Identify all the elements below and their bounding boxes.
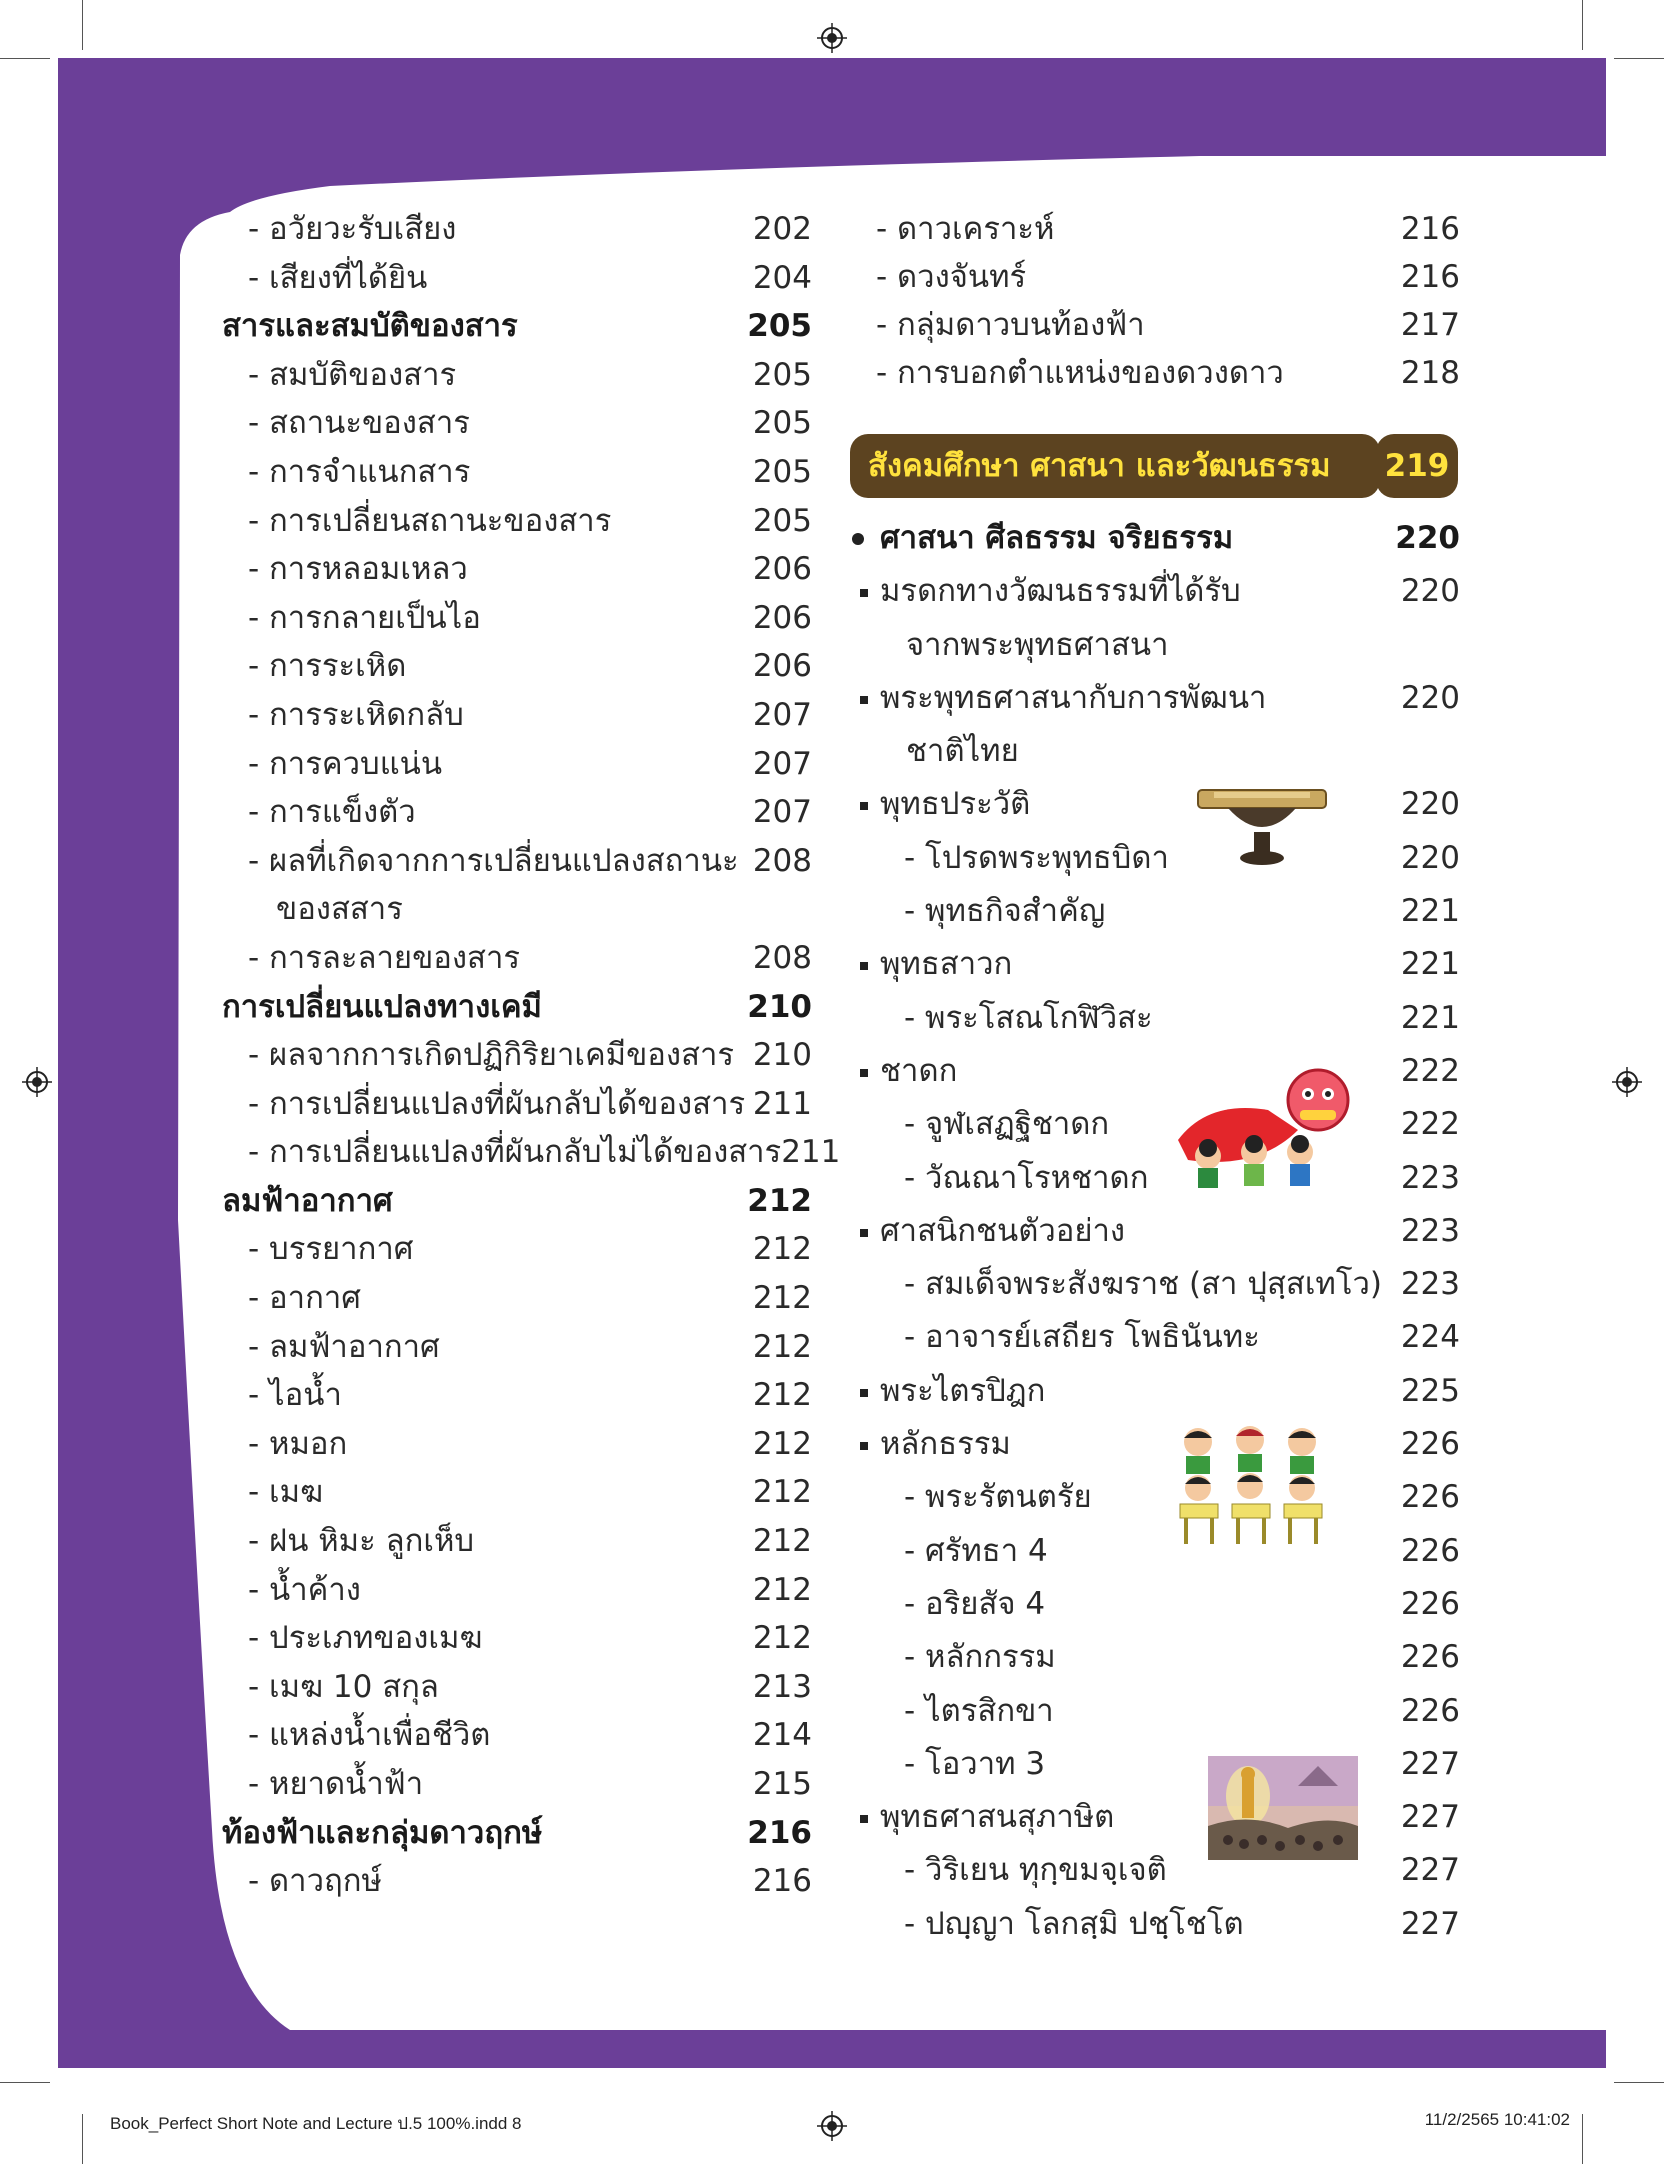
toc-entry — [850, 1844, 1460, 1897]
toc-entry-title: - การละลายของสาร — [248, 939, 521, 976]
section-heading-label: สังคมศึกษา ศาสนา และวัฒนธรรม — [850, 434, 1380, 498]
toc-entry-page: 221 — [1400, 999, 1460, 1036]
toc-entry — [222, 399, 812, 448]
toc-entry-title: - การจำแนกสาร — [248, 453, 471, 490]
toc-entry — [850, 885, 1460, 938]
toc-entry-page: 216 — [752, 1863, 812, 1900]
toc-entry-title: - วัณณาโรหชาดก — [904, 1159, 1149, 1196]
toc-entry-title: พระพุทธศาสนากับการพัฒนา — [850, 672, 1390, 725]
toc-entry — [222, 351, 812, 400]
toc-entry — [850, 1205, 1460, 1258]
toc-entry — [222, 302, 812, 351]
toc-entry-title: ของสสาร — [276, 891, 403, 928]
buddha-preaching-illustration — [1208, 1756, 1358, 1860]
toc-entry-title: - พุทธกิจสำคัญ — [904, 893, 1106, 930]
toc-entry-title: - เสียงที่ได้ยิน — [248, 259, 428, 296]
toc-entry — [850, 565, 1460, 618]
toc-entry-page: 225 — [1400, 1372, 1460, 1409]
toc-entry-page: 227 — [1400, 1799, 1460, 1836]
toc-entry-page: 214 — [752, 1717, 812, 1754]
toc-entry-page: 216 — [747, 1814, 812, 1851]
toc-entry-title: ลมฟ้าอากาศ — [222, 1182, 393, 1219]
toc-entry-title: - การเปลี่ยนแปลงที่ผันกลับไม่ได้ของสาร — [248, 1134, 782, 1171]
toc-entry — [222, 1468, 812, 1517]
toc-entry-title: - การเปลี่ยนสถานะของสาร — [248, 502, 612, 539]
toc-entry-page: 206 — [752, 648, 812, 685]
toc-entry — [222, 1323, 812, 1372]
toc-entry — [850, 1471, 1460, 1524]
toc-entry — [850, 1525, 1460, 1578]
toc-entry-title: ท้องฟ้าและกลุ่มดาวฤกษ์ — [222, 1814, 543, 1851]
toc-entry-page: 212 — [752, 1523, 812, 1560]
toc-entry-page: 212 — [752, 1280, 812, 1317]
toc-entry — [850, 1418, 1460, 1471]
toc-entry — [222, 1517, 812, 1566]
toc-entry — [850, 1631, 1460, 1684]
toc-entry-page: 216 — [1400, 211, 1460, 247]
toc-entry — [850, 1045, 1460, 1098]
toc-entry — [222, 1128, 841, 1177]
toc-entry-page: 205 — [747, 308, 812, 345]
toc-entry-page: 220 — [1400, 573, 1460, 610]
print-slug — [110, 2110, 1570, 2138]
toc-entry-page: 220 — [1400, 786, 1460, 823]
toc-entry — [222, 788, 812, 837]
alms-bowl-stand-illustration — [1194, 786, 1330, 870]
toc-entry — [850, 301, 1460, 349]
toc-entry-title: ชาติไทย — [906, 733, 1019, 770]
toc-entry-page: 205 — [752, 356, 812, 393]
toc-entry-page: 212 — [752, 1231, 812, 1268]
toc-entry — [222, 1663, 812, 1712]
toc-entry — [850, 725, 1460, 778]
toc-entry — [850, 1152, 1460, 1205]
toc-entry-title: - แหล่งน้ำเพื่อชีวิต — [248, 1717, 491, 1754]
toc-entry-page: 212 — [752, 1328, 812, 1365]
toc-entry-title: - ศรัทธา 4 — [904, 1532, 1048, 1569]
toc-entry-title: - ปญฺญา โลกสฺมิ ปชฺโชโต — [904, 1905, 1244, 1942]
toc-entry-title: - น้ำค้าง — [248, 1571, 361, 1608]
toc-entry-page: 227 — [1400, 1905, 1460, 1942]
toc-entry-page: 207 — [752, 696, 812, 733]
toc-entry-title: ศาสนา ศีลธรรม จริยธรรม — [850, 512, 1390, 565]
toc-entry — [222, 497, 812, 546]
toc-entry-page: 210 — [752, 1037, 812, 1074]
toc-entry — [850, 619, 1460, 672]
toc-entry-title: - การบอกตำแหน่งของดวงดาว — [876, 355, 1284, 391]
toc-entry — [222, 1225, 812, 1274]
toc-entry-page: 223 — [1400, 1266, 1460, 1303]
toc-entry-page: 205 — [752, 405, 812, 442]
toc-entry-page: 208 — [752, 842, 812, 879]
toc-entry-title: พระไตรปิฎก — [850, 1365, 1390, 1418]
toc-entry-page: 226 — [1400, 1479, 1460, 1516]
toc-entry-title: - อาจารย์เสถียร โพธินันทะ — [904, 1319, 1260, 1356]
toc-entry — [222, 691, 812, 740]
toc-entry-title: - วิริเยน ทุกฺขมจฺเจติ — [904, 1852, 1167, 1889]
toc-entry-title: การเปลี่ยนแปลงทางเคมี — [222, 988, 542, 1025]
toc-entry-title: - ประเภทของเมฆ — [248, 1620, 483, 1657]
toc-entry-page: 227 — [1400, 1745, 1460, 1782]
toc-entry-page: 224 — [1400, 1319, 1460, 1356]
toc-entry-page: 218 — [1400, 355, 1460, 391]
toc-entry — [222, 934, 812, 983]
toc-entry-page: 212 — [752, 1377, 812, 1414]
toc-right-column-bottom — [850, 512, 1460, 1951]
lion-dance-illustration — [1168, 1060, 1354, 1196]
toc-entry — [222, 642, 812, 691]
toc-entry-title: - การหลอมเหลว — [248, 551, 468, 588]
toc-entry — [850, 1791, 1460, 1844]
toc-entry — [850, 1311, 1460, 1364]
toc-entry-page: 207 — [752, 794, 812, 831]
toc-left-column — [222, 205, 841, 1906]
toc-entry-title: - ลมฟ้าอากาศ — [248, 1328, 440, 1365]
toc-entry-title: - การควบแน่น — [248, 745, 443, 782]
toc-entry-title: - การระเหิด — [248, 648, 407, 685]
toc-entry-page: 212 — [752, 1620, 812, 1657]
toc-entry — [222, 594, 812, 643]
toc-entry-title: จากพระพุทธศาสนา — [906, 626, 1169, 663]
toc-entry — [222, 205, 812, 254]
toc-entry — [222, 1031, 812, 1080]
toc-entry — [222, 448, 812, 497]
toc-entry — [222, 983, 812, 1032]
toc-entry-page: 220 — [1400, 679, 1460, 716]
toc-entry-page: 205 — [752, 502, 812, 539]
toc-entry-title: - ดวงจันทร์ — [876, 259, 1027, 295]
toc-entry — [850, 1258, 1460, 1311]
toc-entry-title: - โปรดพระพุทธบิดา — [904, 839, 1169, 876]
toc-entry-page: 221 — [1400, 946, 1460, 983]
toc-entry-title: - หมอก — [248, 1425, 348, 1462]
toc-entry — [850, 253, 1460, 301]
toc-entry-title: - การแข็งตัว — [248, 794, 416, 831]
toc-entry — [222, 1711, 812, 1760]
toc-entry-page: 212 — [752, 1425, 812, 1462]
toc-entry-page: 226 — [1400, 1426, 1460, 1463]
toc-entry-title: หลักธรรม — [850, 1418, 1390, 1471]
toc-entry-title: - พระรัตนตรัย — [904, 1479, 1092, 1516]
toc-entry-title: - การกลายเป็นไอ — [248, 599, 481, 636]
section-heading — [850, 434, 1458, 498]
toc-entry-page: 212 — [752, 1571, 812, 1608]
toc-entry-title: - ไอน้ำ — [248, 1377, 342, 1414]
toc-entry-page: 206 — [752, 599, 812, 636]
toc-entry-page: 221 — [1400, 893, 1460, 930]
toc-entry — [850, 1685, 1460, 1738]
toc-entry-page: 227 — [1400, 1852, 1460, 1889]
toc-entry — [222, 1809, 812, 1858]
toc-entry — [850, 1365, 1460, 1418]
toc-entry-page: 213 — [752, 1668, 812, 1705]
toc-entry-title: ชาดก — [850, 1045, 1390, 1098]
toc-entry-page: 223 — [1400, 1159, 1460, 1196]
toc-entry-title: พุทธประวัติ — [850, 778, 1390, 831]
toc-entry-page: 222 — [1400, 1106, 1460, 1143]
toc-entry-page: 220 — [1395, 520, 1460, 556]
toc-entry-page: 205 — [752, 453, 812, 490]
toc-entry-title: - จูฬเสฏฐิชาดก — [904, 1106, 1110, 1143]
toc-entry-page: 226 — [1400, 1692, 1460, 1729]
section-heading-page: 219 — [1376, 434, 1458, 498]
toc-entry-title: - อริยสัจ 4 — [904, 1585, 1046, 1622]
toc-entry — [850, 1578, 1460, 1631]
toc-entry-page: 212 — [747, 1182, 812, 1219]
toc-entry-page: 210 — [747, 988, 812, 1025]
toc-entry — [222, 1614, 812, 1663]
print-slug-timestamp: 11/2/2565 10:41:02 — [1424, 2110, 1570, 2129]
toc-entry-title: - เมฆ 10 สกุล — [248, 1668, 439, 1705]
toc-entry-page: 222 — [1400, 1052, 1460, 1089]
toc-entry-title: พุทธศาสนสุภาษิต — [850, 1791, 1390, 1844]
toc-entry-page: 223 — [1400, 1212, 1460, 1249]
toc-entry-title: - หยาดน้ำฟ้า — [248, 1766, 424, 1802]
toc-entry — [850, 512, 1460, 565]
toc-entry — [222, 1177, 812, 1226]
toc-entry-page: 217 — [1400, 307, 1460, 343]
toc-entry-title: - การเปลี่ยนแปลงที่ผันกลับได้ของสาร — [248, 1085, 746, 1122]
toc-entry — [850, 672, 1460, 725]
toc-entry-title: - สถานะของสาร — [248, 405, 470, 442]
toc-entry — [222, 1080, 812, 1129]
toc-entry-page: 226 — [1400, 1532, 1460, 1569]
toc-entry — [222, 1420, 812, 1469]
toc-entry-title: - ไตรสิกขา — [904, 1692, 1054, 1729]
toc-entry — [222, 1760, 812, 1809]
toc-entry-title: มรดกทางวัฒนธรรมที่ได้รับ — [850, 565, 1390, 618]
toc-entry — [222, 1371, 812, 1420]
toc-right-column-top — [850, 205, 1460, 397]
toc-entry-page: 207 — [752, 745, 812, 782]
toc-entry — [850, 205, 1460, 253]
toc-entry — [850, 778, 1460, 831]
toc-entry — [222, 545, 812, 594]
toc-entry-page: 226 — [1400, 1639, 1460, 1676]
toc-entry-page: 204 — [752, 259, 812, 296]
toc-entry — [222, 885, 812, 934]
toc-entry — [222, 1274, 812, 1323]
toc-entry-title: สารและสมบัติของสาร — [222, 308, 518, 345]
toc-entry — [850, 992, 1460, 1045]
toc-entry-page: 208 — [752, 939, 812, 976]
toc-entry-page: 226 — [1400, 1585, 1460, 1622]
toc-entry — [850, 1738, 1460, 1791]
toc-entry-title: - อวัยวะรับเสียง — [248, 211, 457, 247]
toc-entry — [222, 837, 812, 886]
toc-entry-title: - สมเด็จพระสังฆราช (สา ปุสฺสเทโว) — [904, 1266, 1383, 1303]
toc-entry-title: - ผลจากการเกิดปฏิกิริยาเคมีของสาร — [248, 1037, 735, 1074]
toc-entry-title: - หลักกรรม — [904, 1639, 1056, 1676]
toc-entry — [222, 740, 812, 789]
toc-entry-page: 212 — [752, 1474, 812, 1511]
toc-entry-title: - เมฆ — [248, 1474, 324, 1511]
toc-entry-title: - การระเหิดกลับ — [248, 696, 464, 733]
toc-entry-title: - โอวาท 3 — [904, 1745, 1046, 1782]
toc-entry — [222, 1857, 812, 1906]
students-at-desks-illustration — [1170, 1424, 1330, 1548]
toc-entry — [850, 1898, 1460, 1951]
toc-entry — [850, 1098, 1460, 1151]
toc-entry-title: - บรรยากาศ — [248, 1231, 414, 1268]
toc-entry-title: - ดาวฤกษ์ — [248, 1863, 382, 1900]
toc-entry-page: 220 — [1400, 839, 1460, 876]
toc-entry — [222, 1566, 812, 1615]
toc-entry-page: 215 — [752, 1766, 812, 1802]
toc-entry-title: - ฝน หิมะ ลูกเห็บ — [248, 1523, 475, 1560]
print-slug-filename: Book_Perfect Short Note and Lecture ป.5 100%.indd 8 — [110, 2114, 522, 2133]
toc-entry-title: - ดาวเคราะห์ — [876, 211, 1055, 247]
toc-entry-title: ศาสนิกชนตัวอย่าง — [850, 1205, 1390, 1258]
toc-entry-title: - พระโสณโกฬิวิสะ — [904, 999, 1153, 1036]
toc-entry-title: - อากาศ — [248, 1280, 361, 1317]
toc-entry — [850, 938, 1460, 991]
toc-entry-page: 211 — [752, 1085, 812, 1122]
toc-entry-page: 202 — [752, 211, 812, 247]
toc-entry — [850, 832, 1460, 885]
toc-entry-title: พุทธสาวก — [850, 938, 1390, 991]
toc-entry-title: - สมบัติของสาร — [248, 356, 457, 393]
toc-entry-page: 216 — [1400, 259, 1460, 295]
toc-entry-page: 206 — [752, 551, 812, 588]
toc-entry — [222, 254, 812, 303]
toc-entry — [850, 349, 1460, 397]
toc-entry-title: - ผลที่เกิดจากการเปลี่ยนแปลงสถานะ — [248, 842, 739, 879]
toc-entry-page: 211 — [781, 1134, 841, 1171]
toc-entry-title: - กลุ่มดาวบนท้องฟ้า — [876, 307, 1145, 343]
